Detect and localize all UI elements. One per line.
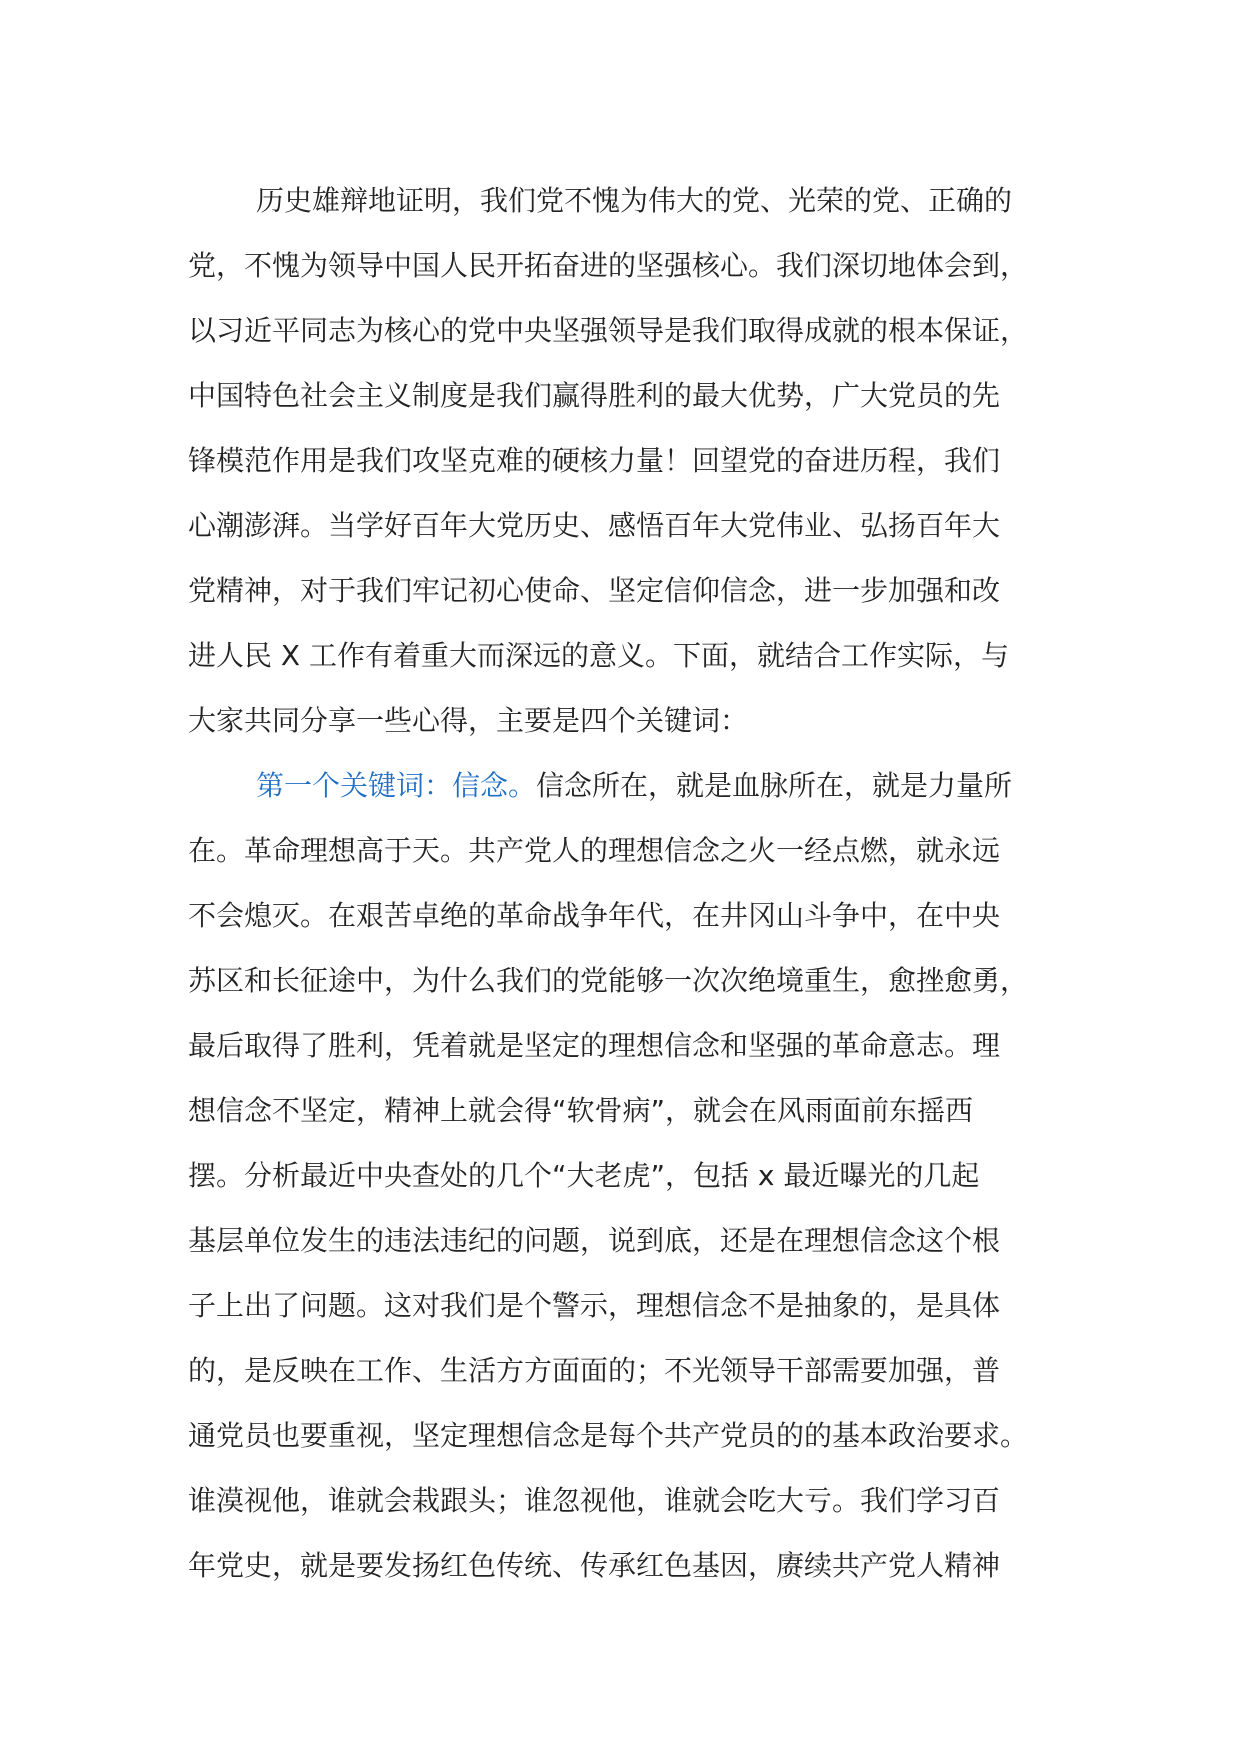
text-line: 不会熄灭。在艰苦卓绝的革命战争年代，在井冈山斗争中，在中央 — [188, 899, 1001, 932]
paragraph-keyword-belief — [188, 753, 1088, 1598]
text-line: 以习近平同志为核心的党中央坚强领导是我们取得成就的根本保证， — [188, 314, 1029, 347]
paragraph-intro — [188, 168, 1088, 753]
text-line — [188, 753, 1088, 818]
text-segment: 信念所在，就是血脉所在，就是力量所 — [536, 769, 1013, 802]
text-line: 年党史，就是要发扬红色传统、传承红色基因，赓续共产党人精神 — [188, 1549, 1001, 1582]
text-line: 苏区和长征途中，为什么我们的党能够一次次绝境重生，愈挫愈勇， — [188, 964, 1029, 997]
text-line: 最后取得了胜利，凭着就是坚定的理想信念和坚强的革命意志。理 — [188, 1029, 1001, 1062]
text-line: 大家共同分享一些心得，主要是四个关键词： — [188, 704, 749, 737]
text-line: 的，是反映在工作、生活方方面面的；不光领导干部需要加强，普 — [188, 1354, 1001, 1387]
text-line: 进人民 X 工作有着重大而深远的意义。下面，就结合工作实际，与 — [188, 639, 1009, 672]
text-line: 历史雄辩地证明，我们党不愧为伟大的党、光荣的党、正确的 — [256, 184, 1013, 217]
text-line: 中国特色社会主义制度是我们赢得胜利的最大优势，广大党员的先 — [188, 379, 1001, 412]
text-line: 子上出了问题。这对我们是个警示，理想信念不是抽象的，是具体 — [188, 1289, 1001, 1322]
text-line: 心潮澎湃。当学好百年大党历史、感悟百年大党伟业、弘扬百年大 — [188, 509, 1001, 542]
text-line: 通党员也要重视，坚定理想信念是每个共产党员的的基本政治要求。 — [188, 1419, 1029, 1452]
text-line: 想信念不坚定，精神上就会得“软骨病”，就会在风雨面前东摇西 — [188, 1094, 974, 1127]
text-line: 基层单位发生的违法违纪的问题，说到底，还是在理想信念这个根 — [188, 1224, 1001, 1257]
keyword-heading: 第一个关键词：信念。 — [256, 769, 537, 802]
text-line: 党精神，对于我们牢记初心使命、坚定信仰信念，进一步加强和改 — [188, 574, 1001, 607]
text-line: 摆。分析最近中央查处的几个“大老虎”，包括 x 最近曝光的几起 — [188, 1159, 980, 1192]
text-line: 锋模范作用是我们攻坚克难的硬核力量！回望党的奋进历程，我们 — [188, 444, 1001, 477]
text-line: 在。革命理想高于天。共产党人的理想信念之火一经点燃，就永远 — [188, 834, 1001, 867]
document-body — [188, 168, 1088, 1598]
text-line: 党，不愧为领导中国人民开拓奋进的坚强核心。我们深切地体会到， — [188, 249, 1029, 282]
text-line: 谁漠视他，谁就会栽跟头；谁忽视他，谁就会吃大亏。我们学习百 — [188, 1484, 1001, 1517]
